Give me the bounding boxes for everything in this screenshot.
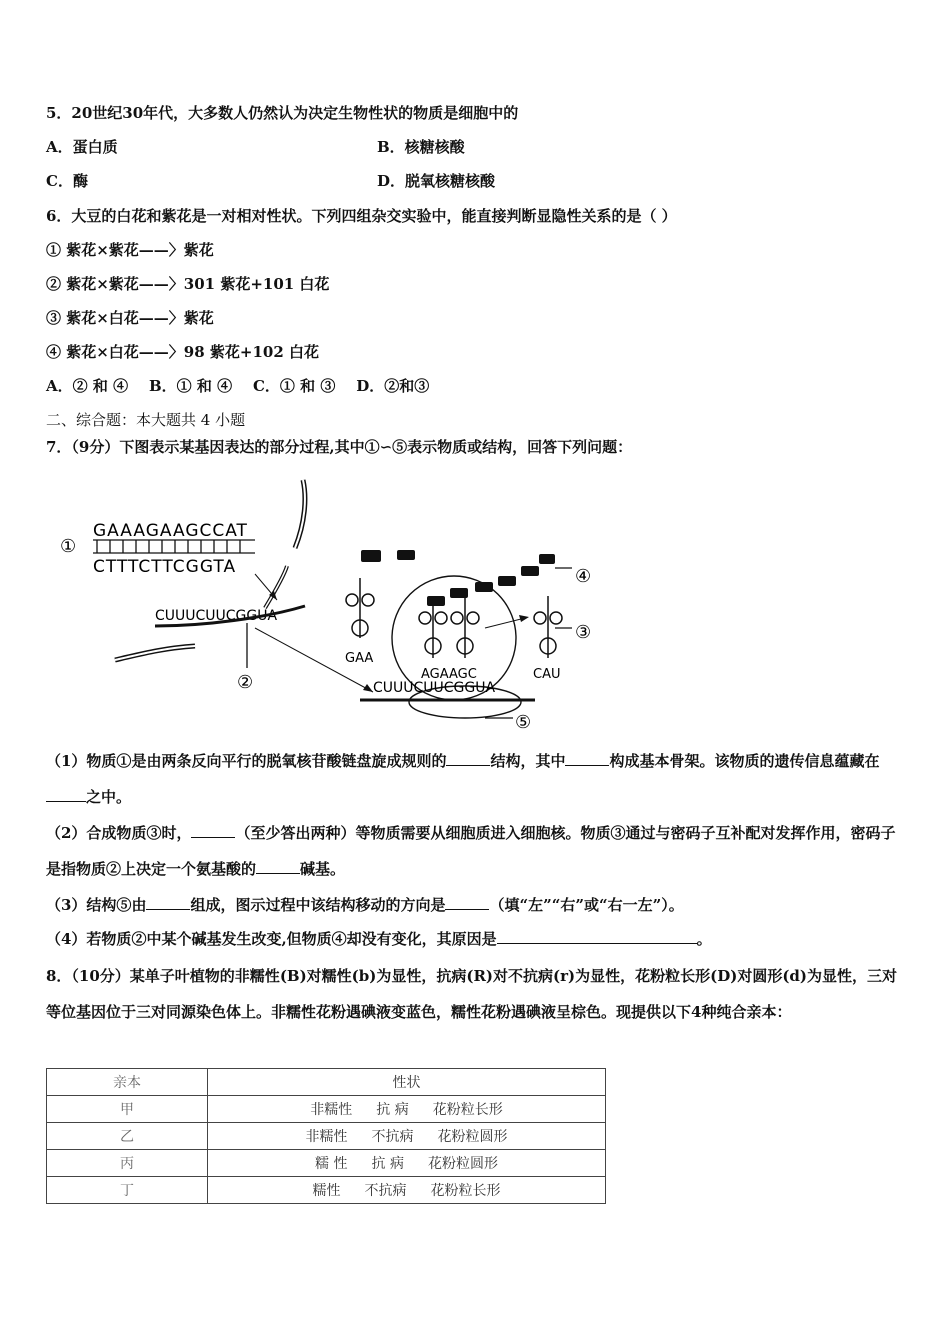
- q6-cross-3: ③ 紫花×白花——〉紫花: [46, 309, 214, 327]
- table-row: 丁 糯性 不抗病 花粉粒长形: [47, 1177, 606, 1204]
- dna-base-pairs: [93, 540, 255, 553]
- label-3: ③: [575, 622, 592, 643]
- table-row: 乙 非糯性 不抗病 花粉粒圆形: [47, 1123, 606, 1150]
- q6-choices: A．② 和 ④ B．① 和 ④ C．① 和 ③ D．②和③: [46, 377, 430, 395]
- table-row: 甲 非糯性 抗 病 花粉粒长形: [47, 1096, 606, 1123]
- dna-top-strand: GAAAGAAGCCAT: [93, 521, 248, 541]
- q6-cross-2: ② 紫花×紫花——〉301 紫花+101 白花: [46, 275, 330, 293]
- label-2: ②: [237, 672, 254, 693]
- q5-option-c: C．酶: [46, 172, 88, 190]
- q6-stem: 6．大豆的白花和紫花是一对相对性状。下列四组杂交实验中，能直接判断显隐性关系的是（ ）: [46, 207, 677, 225]
- q5-stem: 5．20世纪30年代，大多数人仍然认为决定生物性状的物质是细胞中的: [46, 104, 519, 122]
- header-traits: 性状: [208, 1069, 606, 1096]
- q7-part4: （4）若物质②中某个碱基发生改变,但物质④却没有变化，其原因是 。: [46, 930, 712, 948]
- header-parent: 亲本: [47, 1069, 208, 1096]
- peptide-chain: [361, 550, 555, 606]
- q7-part2: （2）合成物质③时， （至少答出两种）等物质需要从细胞质进入细胞核。物质③通过与密码子互补配对发挥作用，密码子是指物质②上决定一个氨基酸的 碱基。: [46, 824, 896, 878]
- anticodon-agaagc: AGAAGC: [421, 667, 477, 682]
- q5-option-a: A．蛋白质: [46, 138, 118, 156]
- anticodon-cau: CAU: [533, 667, 561, 682]
- q7-part3: （3）结构⑤由 组成，图示过程中该结构移动的方向是 （填“左”“右”或“右一左”）。: [46, 896, 684, 914]
- q6-cross-1: ① 紫花×紫花——〉紫花: [46, 241, 214, 259]
- q6-cross-4: ④ 紫花×白花——〉98 紫花+102 白花: [46, 343, 319, 361]
- section-title: 二、综合题：本大题共 4 小题: [46, 411, 246, 429]
- q7-stem: 7．（9分）下图表示某基因表达的部分过程,其中①∽⑤表示物质或结构，回答下列问题：: [46, 438, 633, 456]
- label-1: ①: [60, 536, 77, 557]
- trna-right: [534, 596, 562, 658]
- table-row: 丙 糯 性 抗 病 花粉粒圆形: [47, 1150, 606, 1177]
- anticodon-gaa: GAA: [345, 651, 374, 666]
- gene-expression-diagram: [55, 478, 615, 740]
- q5-option-b: B．核糖核酸: [377, 138, 465, 156]
- q5-option-d: D．脱氧核糖核酸: [377, 172, 496, 190]
- q8-stem: 8．（10分）某单子叶植物的非糯性(B)对糯性(b)为显性，抗病(R)对不抗病(r)为显性，花粉粒长形(D)对圆形(d)为显性，三对等位基因位于三对同源染色体上。非糯性花粉遇碘液变蓝色，糯性花粉遇碘液呈棕色。现提供以下4种纯合亲本：: [46, 967, 898, 1021]
- label-4: ④: [575, 566, 592, 587]
- q7-part1: （1）物质①是由两条反向平行的脱氧核苷酸链盘旋成规则的 结构，其中 构成基本骨架。该物质的遗传信息蕴藏在之中。: [46, 752, 880, 806]
- mrna-transcribed: CUUUCUUCGGUA: [155, 608, 278, 624]
- dna-bottom-strand: CTTTCTTCGGTA: [93, 557, 237, 577]
- label-5: ⑤: [515, 712, 532, 733]
- parent-traits-table: [46, 1068, 606, 1204]
- table-header-row: [47, 1069, 606, 1096]
- trna-left: [346, 578, 374, 638]
- mrna-ribosome: CUUUCUUCGGUA: [373, 680, 496, 696]
